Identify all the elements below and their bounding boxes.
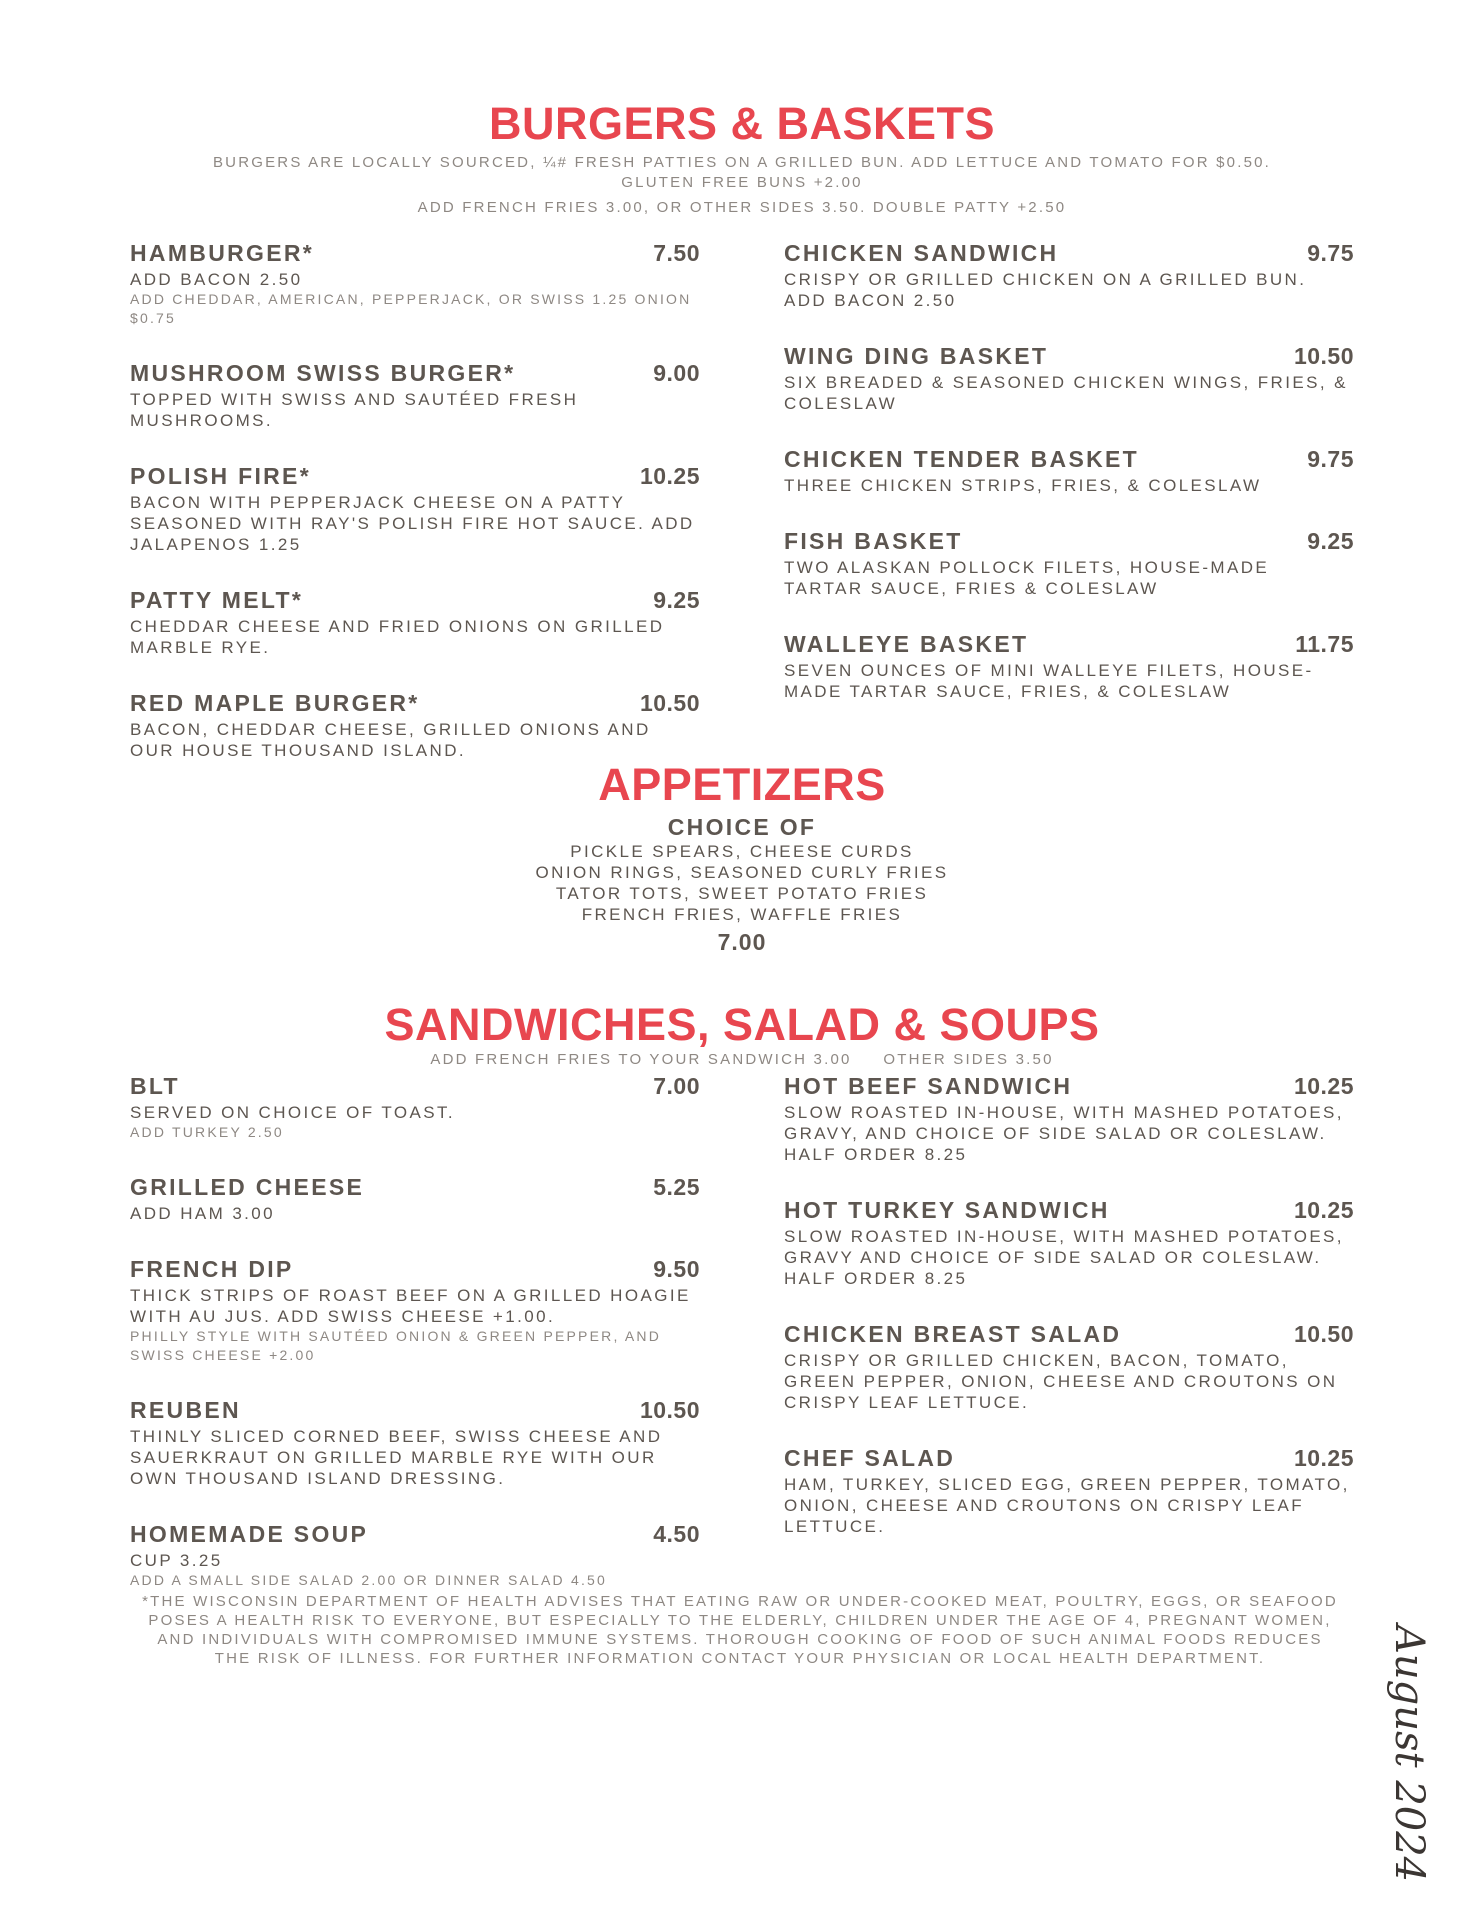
menu-item-walleye-basket (784, 631, 1354, 702)
item-price: 9.75 (1307, 240, 1354, 266)
item-price: 10.50 (1293, 1321, 1354, 1347)
burgers-baskets-title: BURGERS & BASKETS (488, 98, 996, 149)
item-description: TWO ALASKAN POLLOCK FILETS, HOUSE-MADE TARTAR SAUCE, FRIES & COLESLAW (784, 558, 1270, 598)
item-description: SIX BREADED & SEASONED CHICKEN WINGS, FRIES, & COLESLAW (784, 373, 1348, 413)
item-name: WALLEYE BASKET (784, 631, 1029, 657)
menu-item-hot-turkey-sandwich (784, 1197, 1354, 1289)
item-description: TOPPED WITH SWISS AND SAUTÉED FRESH MUSHROOMS. (130, 390, 579, 430)
item-name: FRENCH DIP (130, 1256, 294, 1282)
menu-item-chef-salad (784, 1445, 1354, 1537)
menu-item-chicken-tender-basket (784, 446, 1354, 496)
item-description: THINLY SLICED CORNED BEEF, SWISS CHEESE AND SAUERKRAUT ON GRILLED MARBLE RYE WITH OUR OWN THOUSAND ISLAND DRESSING. (130, 1427, 663, 1488)
appetizers-price: 7.00 (717, 929, 767, 955)
appetizers-line: FRENCH FRIES, WAFFLE FRIES (581, 905, 903, 924)
menu-item-chicken-breast-salad (784, 1321, 1354, 1413)
item-name: BLT (130, 1073, 180, 1099)
item-extra: PHILLY STYLE WITH SAUTÉED ONION & GREEN PEPPER, AND SWISS CHEESE +2.00 (130, 1328, 662, 1363)
item-description: ADD BACON 2.50 (130, 270, 303, 289)
item-name: CHICKEN SANDWICH (784, 240, 1059, 266)
item-price: 10.25 (639, 463, 700, 489)
menu-item-reuben (130, 1397, 700, 1489)
item-description: THICK STRIPS OF ROAST BEEF ON A GRILLED HOAGIE WITH AU JUS. ADD SWISS CHEESE +1.00. (130, 1286, 691, 1326)
item-price: 10.50 (639, 1397, 700, 1423)
item-description: CHEDDAR CHEESE AND FRIED ONIONS ON GRILLED MARBLE RYE. (130, 617, 665, 657)
item-name: WING DING BASKET (784, 343, 1049, 369)
menu-item-blt (130, 1073, 700, 1142)
sandwiches-left-column (130, 1073, 700, 1622)
item-description: SEVEN OUNCES OF MINI WALLEYE FILETS, HOUSE-MADE TARTAR SAUCE, FRIES, & COLESLAW (784, 661, 1314, 701)
item-name: HOMEMADE SOUP (130, 1521, 369, 1547)
item-description: CRISPY OR GRILLED CHICKEN ON A GRILLED BUN. ADD BACON 2.50 (784, 270, 1307, 310)
item-price: 9.00 (653, 360, 700, 386)
item-price: 4.50 (653, 1521, 700, 1547)
item-name: CHEF SALAD (784, 1445, 956, 1471)
item-price: 9.50 (653, 1256, 700, 1282)
item-price: 10.25 (1293, 1445, 1354, 1471)
item-price: 9.75 (1307, 446, 1354, 472)
item-description: BACON WITH PEPPERJACK CHEESE ON A PATTY SEASONED WITH RAY'S POLISH FIRE HOT SAUCE. ADD JALAPENOS 1.25 (130, 493, 695, 554)
sandwiches-title: SANDWICHES, SALAD & SOUPS (384, 999, 1100, 1050)
health-disclaimer: *THE WISCONSIN DEPARTMENT OF HEALTH ADVISES THAT EATING RAW OR UNDER-COOKED MEAT, POULTRY, EGGS, OR SEAFOOD POSES A HEALTH RISK TO EVERYONE, BUT ESPECIALLY TO THE ELDERLY, CHILDREN UNDER THE AGE OF 4, PREGNANT WOMEN, AND INDIVIDUALS WITH COMPROMISED IMMUNE SYSTEMS. THOROUGH COOKING OF FOOD OF SUCH ANIMAL FOODS REDUCES THE RISK OF ILLNESS. FOR FURTHER INFORMATION CONTACT YOUR PHYSICIAN OR LOCAL HEALTH DEPARTMENT. (142, 1593, 1338, 1667)
item-description: CUP 3.25 (130, 1551, 223, 1570)
item-name: PATTY MELT* (130, 587, 304, 613)
item-price: 10.25 (1293, 1197, 1354, 1223)
appetizers-block (0, 814, 1484, 956)
item-description: THREE CHICKEN STRIPS, FRIES, & COLESLAW (784, 476, 1262, 495)
item-name: HOT BEEF SANDWICH (784, 1073, 1073, 1099)
menu-item-french-dip (130, 1256, 700, 1365)
menu-item-wing-ding-basket (784, 343, 1354, 414)
item-name: GRILLED CHEESE (130, 1174, 365, 1200)
item-price: 10.50 (639, 690, 700, 716)
menu-item-chicken-sandwich (784, 240, 1354, 311)
item-name: REUBEN (130, 1397, 241, 1423)
item-name: HOT TURKEY SANDWICH (784, 1197, 1110, 1223)
item-description: CRISPY OR GRILLED CHICKEN, BACON, TOMATO, GREEN PEPPER, ONION, CHEESE AND CROUTONS ON CRISPY LEAF LETTUCE. (784, 1351, 1338, 1412)
item-name: CHICKEN TENDER BASKET (784, 446, 1139, 472)
appetizers-line: ONION RINGS, SEASONED CURLY FRIES (535, 863, 949, 882)
item-name: FISH BASKET (784, 528, 963, 554)
sandwiches-note: ADD FRENCH FRIES TO YOUR SANDWICH 3.00 OTHER SIDES 3.50 (430, 1051, 1054, 1068)
menu-item-polish-fire (130, 463, 700, 555)
menu-item-hot-beef-sandwich (784, 1073, 1354, 1165)
burgers-right-column (784, 240, 1354, 734)
menu-item-patty-melt (130, 587, 700, 658)
item-price: 7.00 (653, 1073, 700, 1099)
item-price: 9.25 (653, 587, 700, 613)
burgers-left-column (130, 240, 700, 793)
item-extra: ADD TURKEY 2.50 (130, 1124, 284, 1140)
item-price: 10.50 (1293, 343, 1354, 369)
burgers-note-1: BURGERS ARE LOCALLY SOURCED, ¼# FRESH PATTIES ON A GRILLED BUN. ADD LETTUCE AND TOMATO FOR $0.50. (212, 154, 1272, 171)
item-description: ADD HAM 3.00 (130, 1204, 276, 1223)
item-extra: ADD CHEDDAR, AMERICAN, PEPPERJACK, OR SWISS 1.25 ONION $0.75 (130, 291, 692, 326)
item-description: SERVED ON CHOICE OF TOAST. (130, 1103, 456, 1122)
item-name: POLISH FIRE* (130, 463, 311, 489)
item-description: BACON, CHEDDAR CHEESE, GRILLED ONIONS AND OUR HOUSE THOUSAND ISLAND. (130, 720, 651, 760)
item-name: HAMBURGER* (130, 240, 314, 266)
menu-item-fish-basket (784, 528, 1354, 599)
item-price: 9.25 (1307, 528, 1354, 554)
item-name: CHICKEN BREAST SALAD (784, 1321, 1122, 1347)
item-price: 5.25 (653, 1174, 700, 1200)
menu-item-red-maple-burger (130, 690, 700, 761)
item-extra: ADD A SMALL SIDE SALAD 2.00 OR DINNER SALAD 4.50 (130, 1572, 608, 1588)
item-price: 7.50 (653, 240, 700, 266)
menu-date-label: August 2024 (1386, 1625, 1432, 1883)
sandwiches-right-column (784, 1073, 1354, 1569)
appetizers-line: PICKLE SPEARS, CHEESE CURDS (570, 842, 914, 861)
burgers-note-2: GLUTEN FREE BUNS +2.00 (621, 174, 863, 191)
appetizers-title: APPETIZERS (598, 759, 886, 810)
item-name: MUSHROOM SWISS BURGER* (130, 360, 516, 386)
appetizers-choice-label: CHOICE OF (667, 814, 817, 840)
menu-item-homemade-soup (130, 1521, 700, 1590)
menu-item-grilled-cheese (130, 1174, 700, 1224)
menu-item-hamburger (130, 240, 700, 328)
item-description: SLOW ROASTED IN-HOUSE, WITH MASHED POTATOES, GRAVY AND CHOICE OF SIDE SALAD OR COLESLAW. HALF ORDER 8.25 (784, 1227, 1344, 1288)
item-name: RED MAPLE BURGER* (130, 690, 420, 716)
item-price: 11.75 (1295, 631, 1354, 657)
appetizers-line: TATOR TOTS, SWEET POTATO FRIES (555, 884, 929, 903)
item-price: 10.25 (1293, 1073, 1354, 1099)
menu-item-mushroom-swiss-burger (130, 360, 700, 431)
burgers-note-3: ADD FRENCH FRIES 3.00, OR OTHER SIDES 3.50. DOUBLE PATTY +2.50 (417, 199, 1067, 216)
item-description: HAM, TURKEY, SLICED EGG, GREEN PEPPER, TOMATO, ONION, CHEESE AND CROUTONS ON CRISPY LEAF LETTUCE. (784, 1475, 1350, 1536)
item-description: SLOW ROASTED IN-HOUSE, WITH MASHED POTATOES, GRAVY, AND CHOICE OF SIDE SALAD OR COLESLAW. HALF ORDER 8.25 (784, 1103, 1344, 1164)
